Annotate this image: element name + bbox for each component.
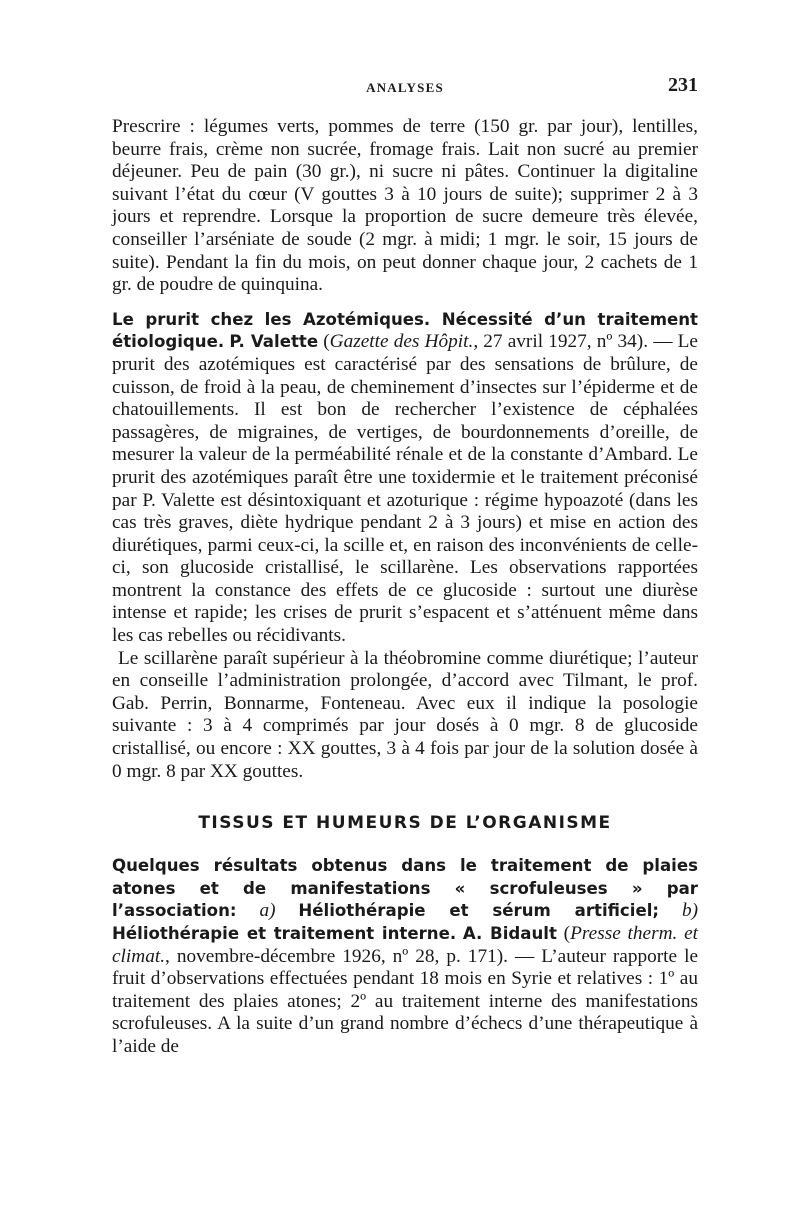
label-b: b) — [681, 900, 698, 922]
article-author: A. Bidault — [462, 924, 557, 943]
citation-open: ( — [323, 331, 330, 353]
article-title-part3: Héliothérapie et traitement interne. — [112, 924, 457, 943]
article-author: P. Valette — [229, 332, 319, 352]
citation-details: , novembre-décembre 1926, nº 28, p. 171). — [165, 945, 508, 967]
article-body: — Le prurit des azotémiques est caractérisé par des sensations de brûlure, de cuisson, de froid à la peau, de cheminement d’insectes sur l’épiderme et de chatouillements. Il est bon de rechercher l’existence de céphalées passagères, de migraines, de vertiges, de bourdonnements d’oreille, de mesurer la valeur de la perméabilité rénale et de la constante d’Ambard. Le prurit des azotémiques paraît être une toxidermie et le traitement préconisé par P. Valette est désintoxiquant et azoturique : régime hypoazoté (dans les cas très graves, diète hydrique pendant 2 à 3 jours) et mise en action des diurétiques, parmi ceux-ci, la scille et, en raison des inconvénients de celle-ci, son glucoside cristallisé, le scillarène. Les observations rapportées montrent la constance des effets de ce glucoside : surtout une diurèse intense et rapide; les crises de prurit s’espacent et s’atténuent même dans les cas rebelles ou récidivants. — [112, 331, 698, 647]
article-prurit-azotemiques — [112, 309, 698, 648]
article-body: — L’auteur rapporte le fruit d’observations effectuées pendant 18 mois en Syrie et relatives : 1º au traitement des plaies atones; 2º au traitement interne des manifestations scrofuleuses. A la suite d’un grand nombre d’échecs d’une thérapeutique à l’aide de — [112, 945, 699, 1057]
article-paragraph: Le scillarène paraît supérieur à la théobromine comme diurétique; l’auteur en conseille l’administration prolongée, d’accord avec Tilmant, le prof. Gab. Perrin, Bonnarme, Fonteneau. Avec eux il indique la posologie suivante : 3 à 4 comprimés par jour dosés à 0 mgr. 8 de glucoside cristallisé, ou encore : XX gouttes, 3 à 4 fois par jour de la solution dosée à 0 mgr. 8 par XX gouttes. — [112, 647, 698, 782]
article-title: Le prurit chez les Azotémiques. Nécessité d’un traitement étiologique. — [112, 309, 698, 352]
citation-details: , 27 avril 1927, nº 34). — [473, 331, 649, 353]
section-heading: TISSUS ET HUMEURS DE L’ORGANISME — [198, 813, 612, 834]
article-title-part2: Héliothérapie et sérum artificiel; — [298, 901, 660, 921]
page — [112, 74, 698, 1059]
running-title: ANALYSES — [366, 80, 444, 95]
article-title-part1: Quelques résultats obtenus dans le traitement de plaies atones et de manifestations « scrofuleuses » par l’association: — [112, 856, 698, 921]
journal-name: Presse therm. et climat. — [112, 923, 698, 967]
page-number: 231 — [668, 74, 698, 96]
citation-open: ( — [563, 923, 571, 944]
previous-article-tail: Prescrire : légumes verts, pommes de terre (150 gr. par jour), lentilles, beurre frais, crème non sucrée, fromage frais. Lait non sucré au premier déjeuner. Peu de pain (30 gr.), ni sucre ni pâtes. Continuer la digitaline suivant l’état du cœur (V gouttes 3 à 10 jours de suite); supprimer 2 à 3 jours et reprendre. Lorsque la proportion de sucre demeure très élevée, conseiller l’arséniate de soude (2 mgr. à midi; 1 mgr. le soir, 15 jours de suite). Pendant la fin du mois, on peut donner chaque jour, 2 cachets de 1 gr. de poudre de quinquina. — [112, 116, 698, 296]
article-plaies-atones — [112, 855, 698, 1058]
label-a: a) — [259, 900, 276, 922]
running-head — [112, 74, 698, 102]
journal-name: Gazette des Hôpit. — [329, 331, 474, 353]
